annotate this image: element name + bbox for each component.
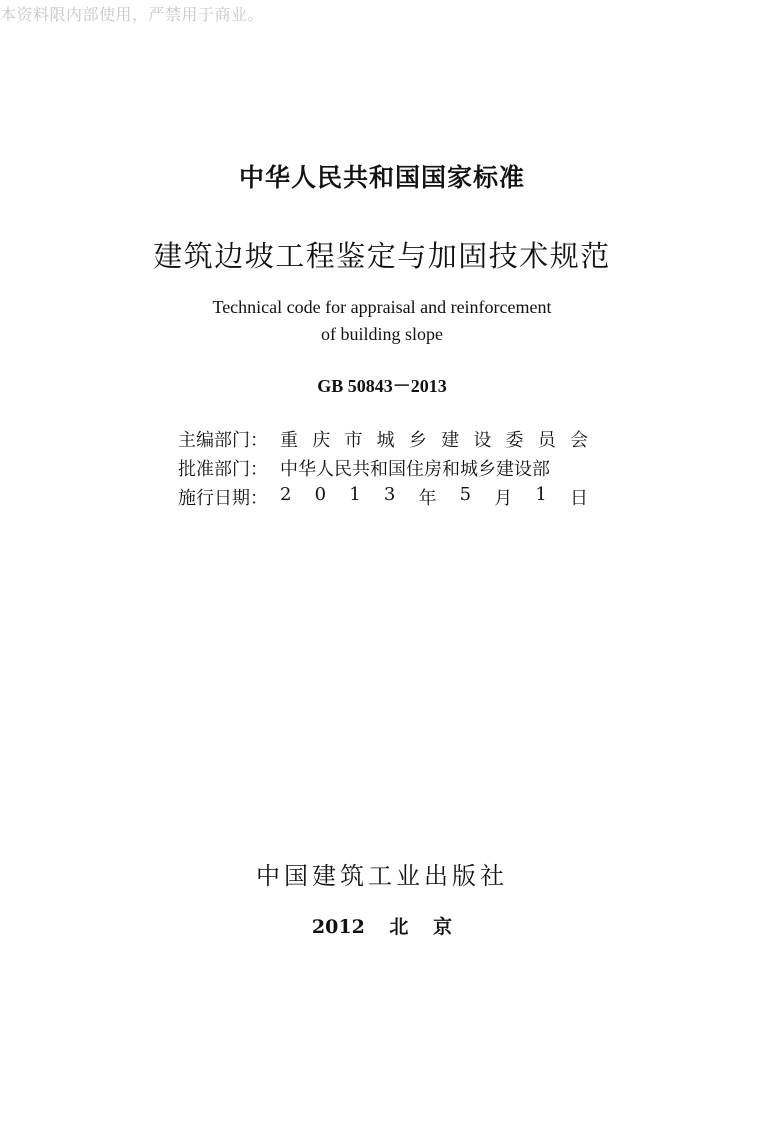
- chief-editor-char: 设: [473, 429, 492, 451]
- effective-date-char: 2: [280, 483, 292, 505]
- publication-year: 2012: [311, 916, 365, 938]
- approval-value: 中华人民共和国住房和城乡建设部: [280, 458, 550, 480]
- effective-date-char: 年: [418, 487, 437, 509]
- chief-editor-char: 庆: [312, 429, 331, 451]
- effective-date-row: [178, 482, 588, 511]
- chief-editor-char: 重: [280, 429, 298, 451]
- standard-title: 中华人民共和国国家标准: [238, 163, 525, 192]
- english-title-line-2: of building slope: [321, 324, 443, 344]
- chief-editor-char: 乡: [408, 429, 427, 451]
- effective-date-label: 施行日期：: [178, 487, 268, 509]
- effective-date-char: 日: [569, 487, 588, 509]
- publication-city-char: 京: [433, 916, 453, 938]
- chief-editor-value: [280, 426, 588, 452]
- effective-date-char: 1: [349, 483, 361, 505]
- effective-date-value: [280, 484, 588, 510]
- chief-editor-char: 建: [441, 429, 460, 451]
- chief-editor-row: [178, 424, 588, 453]
- chief-editor-label: 主编部门：: [178, 429, 268, 451]
- publication-line: [0, 912, 764, 939]
- watermark-text: 本资料限内部使用，严禁用于商业。: [0, 5, 265, 24]
- chief-editor-char: 会: [569, 429, 588, 451]
- standard-code: GB 50843－2013: [317, 376, 447, 396]
- chief-editor-char: 市: [344, 429, 363, 451]
- effective-date-char: 0: [314, 483, 327, 505]
- main-title: 建筑边坡工程鉴定与加固技术规范: [153, 239, 611, 273]
- approval-row: [178, 453, 588, 482]
- english-title-line-1: Technical code for appraisal and reinforcement: [212, 297, 552, 317]
- effective-date-char: 月: [494, 487, 513, 509]
- publication-city-char: 北: [389, 916, 409, 938]
- approval-label: 批准部门：: [178, 458, 268, 480]
- chief-editor-char: 委: [505, 429, 524, 451]
- effective-date-char: 3: [383, 483, 396, 505]
- chief-editor-char: 城: [376, 429, 395, 451]
- english-title: [0, 294, 764, 348]
- publisher-name: 中国建筑工业出版社: [256, 862, 508, 890]
- chief-editor-char: 员: [537, 429, 556, 451]
- info-block: [178, 424, 588, 511]
- effective-date-char: 5: [459, 483, 472, 505]
- effective-date-char: 1: [535, 483, 547, 505]
